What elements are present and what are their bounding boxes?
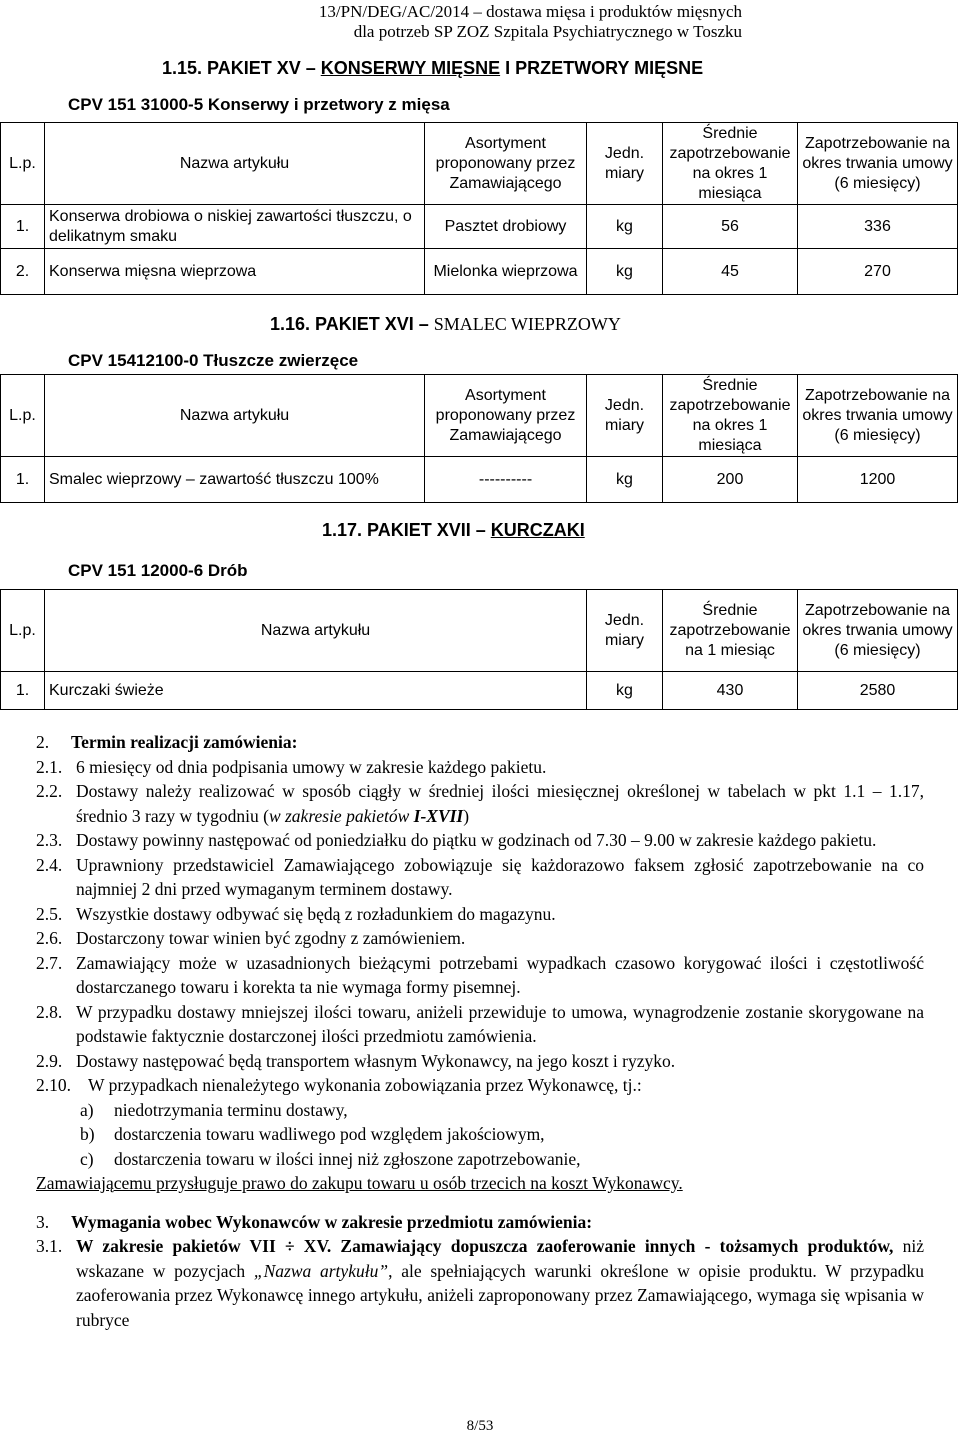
clause-2-1: 2.1. 6 miesięcy od dnia podpisania umowy w zakresie każdego pakietu. xyxy=(36,756,547,777)
clause-2-9: 2.9. Dostawy następować będą transportem własnym Wykonawcy, na jego koszt i ryzyko. xyxy=(36,1050,676,1071)
clause-2-2: 2.2. Dostawy należy realizować w sposób ciągły w średniej ilości miesięcznej określonej w tabelach w pkt 1.1 – 1.17, średnio 3 razy w tygodniu (w zakresie pakietów I-XVII) xyxy=(36,781,924,826)
clause-3-1: 3.1. W zakresie pakietów VII ÷ XV. Zamawiający dopuszcza zaoferowanie innych - tożsamych produktów, niż wskazane w pozycjach „Nazwa artykułu”, ale spełniających warunki określone w opisie produktu. W przypadku zaoferowania przez Wykonawcę innego artykułu, aniżeli zaproponowany przez Zamawiającego, wymaga się wpisania w rubryce xyxy=(36,1236,924,1330)
table-header-row: L.p. Nazwa artykułu Jedn. miary Średnie zapotrzebowanie na 1 miesiąc Zapotrzebowanie na okres trwania umowy (6 miesięcy) xyxy=(1,590,958,672)
clause-2-4: 2.4. Uprawniony przedstawiciel Zamawiającego zobowiązuje się każdorazowo faksem zgłosić zapotrzebowanie na co najmniej 2 dni przed wymaganym terminem dostawy. xyxy=(36,854,924,899)
col-name: Nazwa artykułu xyxy=(45,123,425,205)
package-17-table xyxy=(0,589,958,710)
package-15-cpv: CPV 151 31000-5 Konserwy i przetwory z mięsa xyxy=(68,95,450,114)
header-line-2: dla potrzeb SP ZOZ Szpitala Psychiatrycznego w Toszku xyxy=(353,22,742,41)
package-17-cpv: CPV 151 12000-6 Drób xyxy=(68,561,248,580)
table-row: 1. Konserwa drobiowa o niskiej zawartości tłuszczu, o delikatnym smaku Pasztet drobiowy kg 56 336 xyxy=(1,205,958,249)
document-header xyxy=(319,2,742,42)
clause-2-10-b: b) dostarczenia towaru wadliwego pod względem jakościowym, xyxy=(80,1124,545,1144)
col-avg: Średnie zapotrzebowanie na okres 1 miesiąca xyxy=(663,123,798,205)
clause-2-7: 2.7. Zamawiający może w uzasadnionych bieżącymi potrzebami wypadkach czasowo korygować ilości i częstotliwość dostarczanego towaru i korekta ta nie wymaga formy pisemnej. xyxy=(36,952,924,997)
clause-2-3: 2.3. Dostawy powinny następować od poniedziałku do piątku w godzinach od 7.30 – 9.00 w zakresie każdego pakietu. xyxy=(36,830,877,850)
clause-2-5: 2.5. Wszystkie dostawy odbywać się będą z rozładunkiem do magazynu. xyxy=(36,903,556,924)
clause-2-6: 2.6. Dostarczony towar winien być zgodny z zamówieniem. xyxy=(36,928,466,948)
clause-2-10: 2.10. W przypadkach nienależytego wykonania zobowiązania przez Wykonawcę, tj.: xyxy=(36,1075,642,1095)
package-16-cpv: CPV 15412100-0 Tłuszcze zwierzęce xyxy=(68,351,359,370)
terms-text xyxy=(36,730,924,1332)
package-15-table xyxy=(0,122,958,295)
package-17-title: 1.17. PAKIET XVII – KURCZAKI xyxy=(322,520,585,540)
header-line-1: 13/PN/DEG/AC/2014 – dostawa mięsa i produktów mięsnych xyxy=(318,2,742,21)
clause-2-closing: Zamawiającemu przysługuje prawo do zakupu towaru u osób trzecich na koszt Wykonawcy. xyxy=(36,1173,683,1193)
package-16-table xyxy=(0,374,958,503)
col-assortment: Asortyment proponowany przez Zamawiającego xyxy=(425,123,587,205)
clause-2-8: 2.8. W przypadku dostawy mniejszej ilości towaru, aniżeli przewiduje to umowa, wynagrodzenie zostanie skorygowane na podstawie faktycznie dostarczonej ilości przedmiotu zamówienia. xyxy=(36,1001,924,1046)
table-row: 1. Kurczaki świeże kg 430 2580 xyxy=(1,672,958,710)
clause-2-10-c: c) dostarczenia towaru w ilości innej niż zgłoszone zapotrzebowanie, xyxy=(80,1148,581,1169)
clause-2-10-a: a) niedotrzymania terminu dostawy, xyxy=(80,1099,348,1120)
table-row: 2. Konserwa mięsna wieprzowa Mielonka wieprzowa kg 45 270 xyxy=(1,249,958,295)
package-15-title: 1.15. PAKIET XV – KONSERWY MIĘSNE I PRZETWORY MIĘSNE xyxy=(162,58,704,78)
page-number: 8/53 xyxy=(466,1418,494,1434)
col-unit: Jedn. miary xyxy=(587,123,663,205)
table-row: 1. Smalec wieprzowy – zawartość tłuszczu 100% ---------- kg 200 1200 xyxy=(1,457,958,503)
section-2-heading: 2. Termin realizacji zamówienia: xyxy=(36,732,298,752)
col-lp: L.p. xyxy=(1,123,45,205)
table-header-row: L.p. Nazwa artykułu Asortyment proponowany przez Zamawiającego Jedn. miary Średnie zapotrzebowanie na okres 1 miesiąca Zapotrzebowanie na okres trwania umowy (6 miesięcy) xyxy=(1,375,958,457)
package-15-title-underlined: KONSERWY MIĘSNE xyxy=(320,58,501,78)
col-total: Zapotrzebowanie na okres trwania umowy (6 miesięcy) xyxy=(798,123,958,205)
section-3-heading: 3. Wymagania wobec Wykonawców w zakresie przedmiotu zamówienia: xyxy=(36,1211,593,1232)
table-header-row xyxy=(1,123,958,205)
package-16-title: 1.16. PAKIET XVI – SMALEC WIEPRZOWY xyxy=(270,314,621,334)
